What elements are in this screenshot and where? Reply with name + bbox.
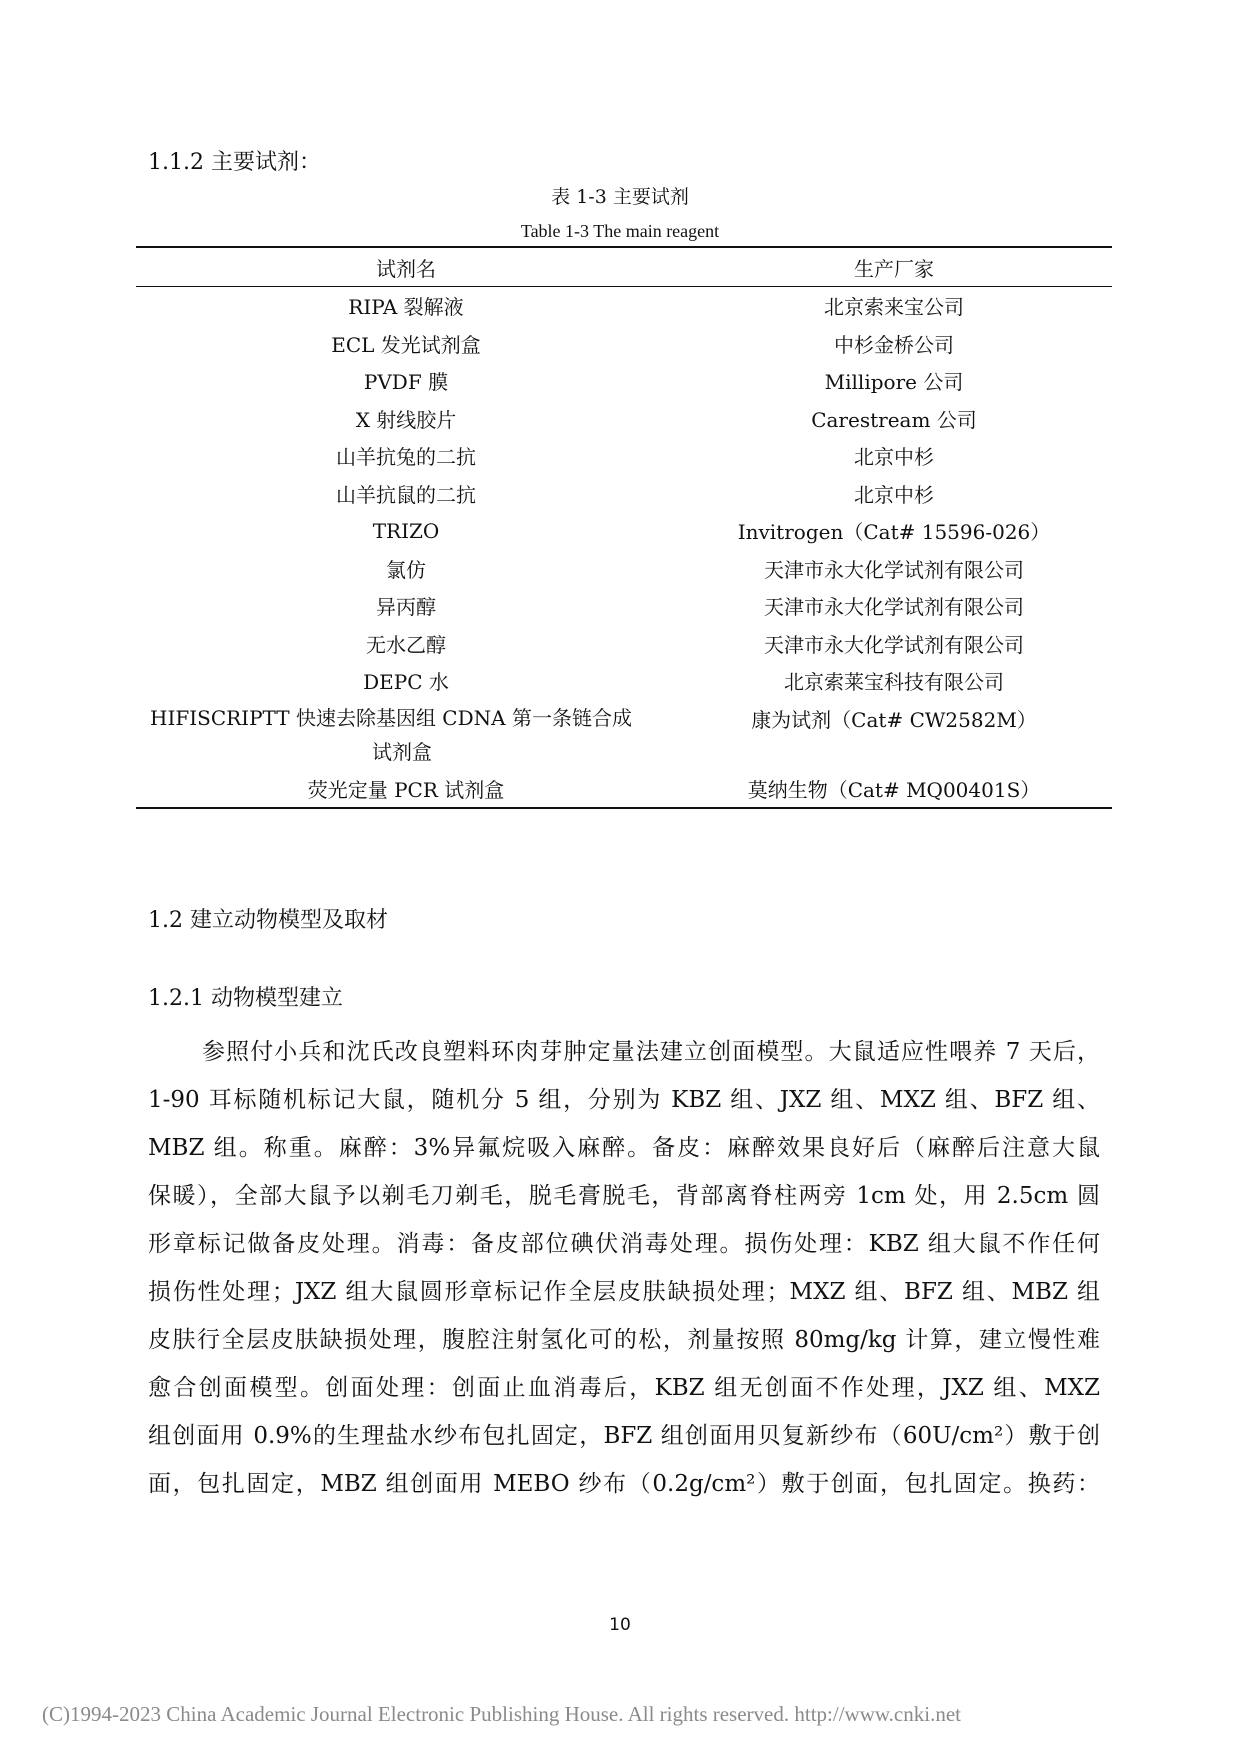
manufacturer-cell: 北京中杉 [854, 445, 934, 470]
paragraph-line: 面，包扎固定，MBZ 组创面用 MEBO 纱布（0.2g/cm²）敷于创面，包扎固定。换药： [148, 1471, 1100, 1497]
table-row [136, 770, 1112, 809]
reagent-name-cell: ECL 发光试剂盒 [331, 332, 481, 357]
table-row [136, 700, 1112, 770]
paragraph-line: 形章标记做备皮处理。消毒：备皮部位碘伏消毒处理。损伤处理：KBZ 组大鼠不作任何 [148, 1231, 1100, 1257]
manufacturer-cell: 康为试剂（Cat# CW2582M） [751, 707, 1037, 732]
table-caption-zh: 表 1-3 主要试剂 [551, 186, 689, 208]
reagent-name-cell: 无水乙醇 [366, 632, 446, 657]
manufacturer-cell: 北京索莱宝科技有限公司 [784, 670, 1004, 695]
table-row [136, 475, 1112, 513]
section-heading-1-2: 1.2 建立动物模型及取材 [148, 908, 388, 933]
manufacturer-cell: Carestream 公司 [811, 407, 977, 432]
reagent-name-cell: 氯仿 [386, 557, 426, 582]
column-header-manufacturer: 生产厂家 [676, 247, 1112, 287]
reagent-name-line-2: 试剂盒 [372, 739, 432, 764]
body-paragraph [148, 1028, 1100, 1508]
paragraph-line: 愈合创面模型。创面处理：创面止血消毒后，KBZ 组无创面不作处理，JXZ 组、MXZ [148, 1375, 1100, 1401]
manufacturer-cell: 天津市永大化学试剂有限公司 [764, 557, 1024, 582]
copyright-footer: (C)1994-2023 China Academic Journal Electronic Publishing House. All rights reserved. http://www.cnki.net [42, 1702, 961, 1726]
reagent-name-cell: TRIZO [372, 518, 440, 543]
manufacturer-cell: Invitrogen（Cat# 15596-026） [737, 520, 1051, 545]
table-row [136, 287, 1112, 325]
reagent-name-line-1: HIFISCRIPTT 快速去除基因组 CDNA 第一条链合成 [150, 705, 632, 730]
paragraph-line: 损伤性处理；JXZ 组大鼠圆形章标记作全层皮肤缺损处理；MXZ 组、BFZ 组、MBZ 组 [148, 1279, 1100, 1305]
paragraph-line: 保暖），全部大鼠予以剃毛刀剃毛，脱毛膏脱毛，背部离脊柱两旁 1cm 处，用 2.5cm 圆 [148, 1183, 1100, 1209]
page-number: 10 [609, 1615, 631, 1635]
table-row [136, 512, 1112, 550]
table-row [136, 662, 1112, 700]
paragraph-line: 组创面用 0.9%的生理盐水纱布包扎固定，BFZ 组创面用贝复新纱布（60U/cm²）敷于创 [148, 1423, 1100, 1449]
reagent-name-cell: 荧光定量 PCR 试剂盒 [307, 777, 505, 802]
manufacturer-cell: 莫纳生物（Cat# MQ00401S） [747, 777, 1041, 802]
reagent-name-cell: RIPA 裂解液 [348, 295, 464, 320]
paragraph-line: 皮肤行全层皮肤缺损处理，腹腔注射氢化可的松，剂量按照 80mg/kg 计算，建立慢性难 [148, 1327, 1100, 1353]
table-row [136, 437, 1112, 475]
manufacturer-cell: 天津市永大化学试剂有限公司 [764, 632, 1024, 657]
table-caption-en: Table 1-3 The main reagent [520, 221, 720, 241]
reagent-name-cell: 山羊抗鼠的二抗 [336, 482, 476, 507]
reagent-name-cell: DEPC 水 [363, 670, 449, 695]
table-header-row [136, 247, 1112, 287]
manufacturer-cell: Millipore 公司 [824, 370, 964, 395]
table-row [136, 587, 1112, 625]
section-heading-1-1-2: 1.1.2 主要试剂： [148, 150, 321, 175]
table-row [136, 550, 1112, 588]
reagent-name-cell: 异丙醇 [376, 595, 436, 620]
column-header-reagent-name: 试剂名 [136, 247, 676, 287]
manufacturer-cell: 中杉金桥公司 [834, 332, 954, 357]
reagent-name-cell: X 射线胶片 [355, 407, 457, 432]
table-row [136, 400, 1112, 438]
reagent-name-cell [136, 700, 676, 770]
paragraph-line: 参照付小兵和沈氏改良塑料环肉芽肿定量法建立创面模型。大鼠适应性喂养 7 天后， [202, 1039, 1100, 1065]
paragraph-line: MBZ 组。称重。麻醉：3%异氟烷吸入麻醉。备皮：麻醉效果良好后（麻醉后注意大鼠 [148, 1135, 1100, 1161]
manufacturer-cell: 北京索来宝公司 [824, 295, 964, 320]
section-heading-1-2-1: 1.2.1 动物模型建立 [148, 986, 343, 1011]
table-row [136, 325, 1112, 363]
reagent-table [136, 246, 1112, 809]
table-row [136, 625, 1112, 663]
reagent-name-cell: PVDF 膜 [363, 370, 449, 395]
manufacturer-cell: 北京中杉 [854, 482, 934, 507]
reagent-name-cell: 山羊抗兔的二抗 [336, 445, 476, 470]
paragraph-line: 1-90 耳标随机标记大鼠，随机分 5 组，分别为 KBZ 组、JXZ 组、MXZ 组、BFZ 组、 [148, 1087, 1100, 1113]
manufacturer-cell: 天津市永大化学试剂有限公司 [764, 595, 1024, 620]
table-row [136, 362, 1112, 400]
